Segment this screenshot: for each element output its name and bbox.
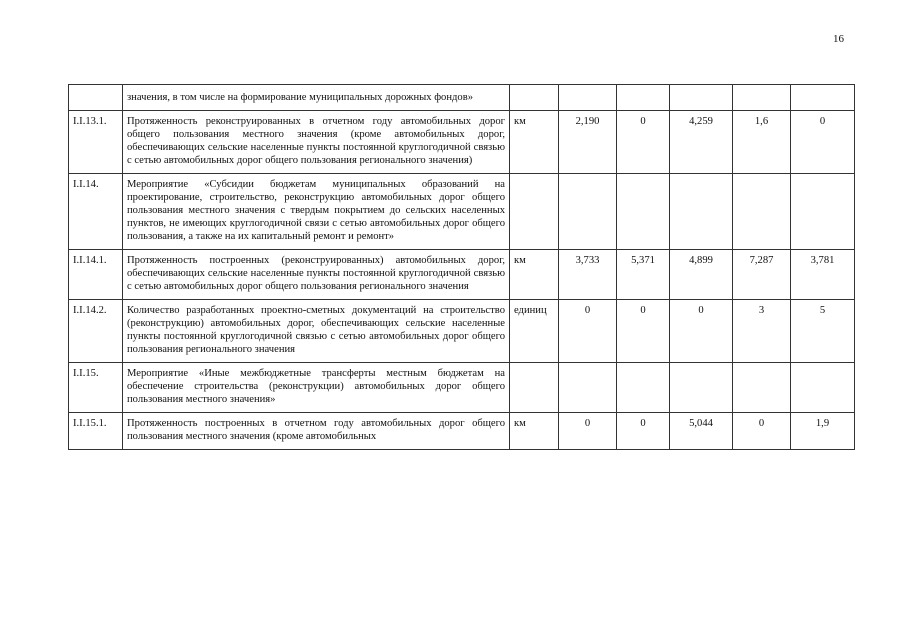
row-description: значения, в том числе на формирование муниципальных дорожных фондов» — [123, 85, 510, 111]
row-code: I.I.14. — [69, 174, 123, 250]
table-row — [69, 250, 855, 300]
table-row — [69, 300, 855, 363]
row-unit — [510, 85, 559, 111]
row-code: I.I.14.2. — [69, 300, 123, 363]
row-value-1: 2,190 — [559, 111, 617, 174]
row-value-4: 7,287 — [733, 250, 791, 300]
row-code: I.I.13.1. — [69, 111, 123, 174]
row-value-3 — [670, 363, 733, 413]
row-description: Протяженность реконструированных в отчетном году автомобильных дорог общего пользования местного значения (кроме автомобильных дорог, обеспечивающих сельские населенные пункты постоянной круглогодичной связью с сетью автомобильных дорог общего пользования регионального значения) — [123, 111, 510, 174]
table-row — [69, 111, 855, 174]
row-value-4 — [733, 363, 791, 413]
row-code: I.I.15.1. — [69, 413, 123, 450]
row-code: I.I.14.1. — [69, 250, 123, 300]
row-value-2: 0 — [617, 111, 670, 174]
row-value-5: 1,9 — [791, 413, 855, 450]
row-value-3: 0 — [670, 300, 733, 363]
row-value-4: 0 — [733, 413, 791, 450]
row-value-1: 0 — [559, 300, 617, 363]
row-value-1 — [559, 363, 617, 413]
row-value-4: 3 — [733, 300, 791, 363]
row-value-2 — [617, 174, 670, 250]
row-value-1: 0 — [559, 413, 617, 450]
row-value-5 — [791, 85, 855, 111]
table-row — [69, 85, 855, 111]
row-value-2: 0 — [617, 413, 670, 450]
row-value-3: 4,899 — [670, 250, 733, 300]
table-row — [69, 174, 855, 250]
row-unit — [510, 174, 559, 250]
row-code: I.I.15. — [69, 363, 123, 413]
row-unit: км — [510, 111, 559, 174]
row-value-1 — [559, 85, 617, 111]
table-row — [69, 413, 855, 450]
row-unit: км — [510, 250, 559, 300]
row-value-3 — [670, 174, 733, 250]
row-value-2: 0 — [617, 300, 670, 363]
row-value-1 — [559, 174, 617, 250]
row-value-3: 5,044 — [670, 413, 733, 450]
row-value-3 — [670, 85, 733, 111]
row-value-5 — [791, 363, 855, 413]
row-value-5: 0 — [791, 111, 855, 174]
row-value-2 — [617, 363, 670, 413]
row-value-5: 5 — [791, 300, 855, 363]
row-description: Мероприятие «Субсидии бюджетам муниципальных образований на проектирование, строительство, реконструкцию автомобильных дорог общего пользования местного значения с твердым покрытием до сельских населенных пунктов, не имеющих круглогодичной связи с сетью автомобильных дорог общего пользования, а также на их капитальный ремонт и ремонт» — [123, 174, 510, 250]
row-description: Количество разработанных проектно-сметных документаций на строительство (реконструкцию) автомобильных дорог, обеспечивающих сельские населенные пункты постоянной круглогодичной связью с сетью автомобильных дорог общего пользования регионального значения — [123, 300, 510, 363]
row-unit: единиц — [510, 300, 559, 363]
row-description: Протяженность построенных в отчетном году автомобильных дорог общего пользования местного значения (кроме автомобильных — [123, 413, 510, 450]
row-unit — [510, 363, 559, 413]
row-value-1: 3,733 — [559, 250, 617, 300]
indicators-table — [68, 84, 855, 450]
row-value-2 — [617, 85, 670, 111]
row-value-3: 4,259 — [670, 111, 733, 174]
row-value-2: 5,371 — [617, 250, 670, 300]
row-description: Протяженность построенных (реконструированных) автомобильных дорог, обеспечивающих сельские населенные пункты постоянной круглогодичной связью с сетью автомобильных дорог общего пользования регионального значения — [123, 250, 510, 300]
table-row — [69, 363, 855, 413]
row-description: Мероприятие «Иные межбюджетные трансферты местным бюджетам на обеспечение строительства (реконструкции) автомобильных дорог общего пользования местного значения» — [123, 363, 510, 413]
row-code — [69, 85, 123, 111]
row-value-5 — [791, 174, 855, 250]
row-value-4 — [733, 85, 791, 111]
row-value-4: 1,6 — [733, 111, 791, 174]
row-value-5: 3,781 — [791, 250, 855, 300]
page-number: 16 — [833, 33, 844, 45]
row-value-4 — [733, 174, 791, 250]
row-unit: км — [510, 413, 559, 450]
